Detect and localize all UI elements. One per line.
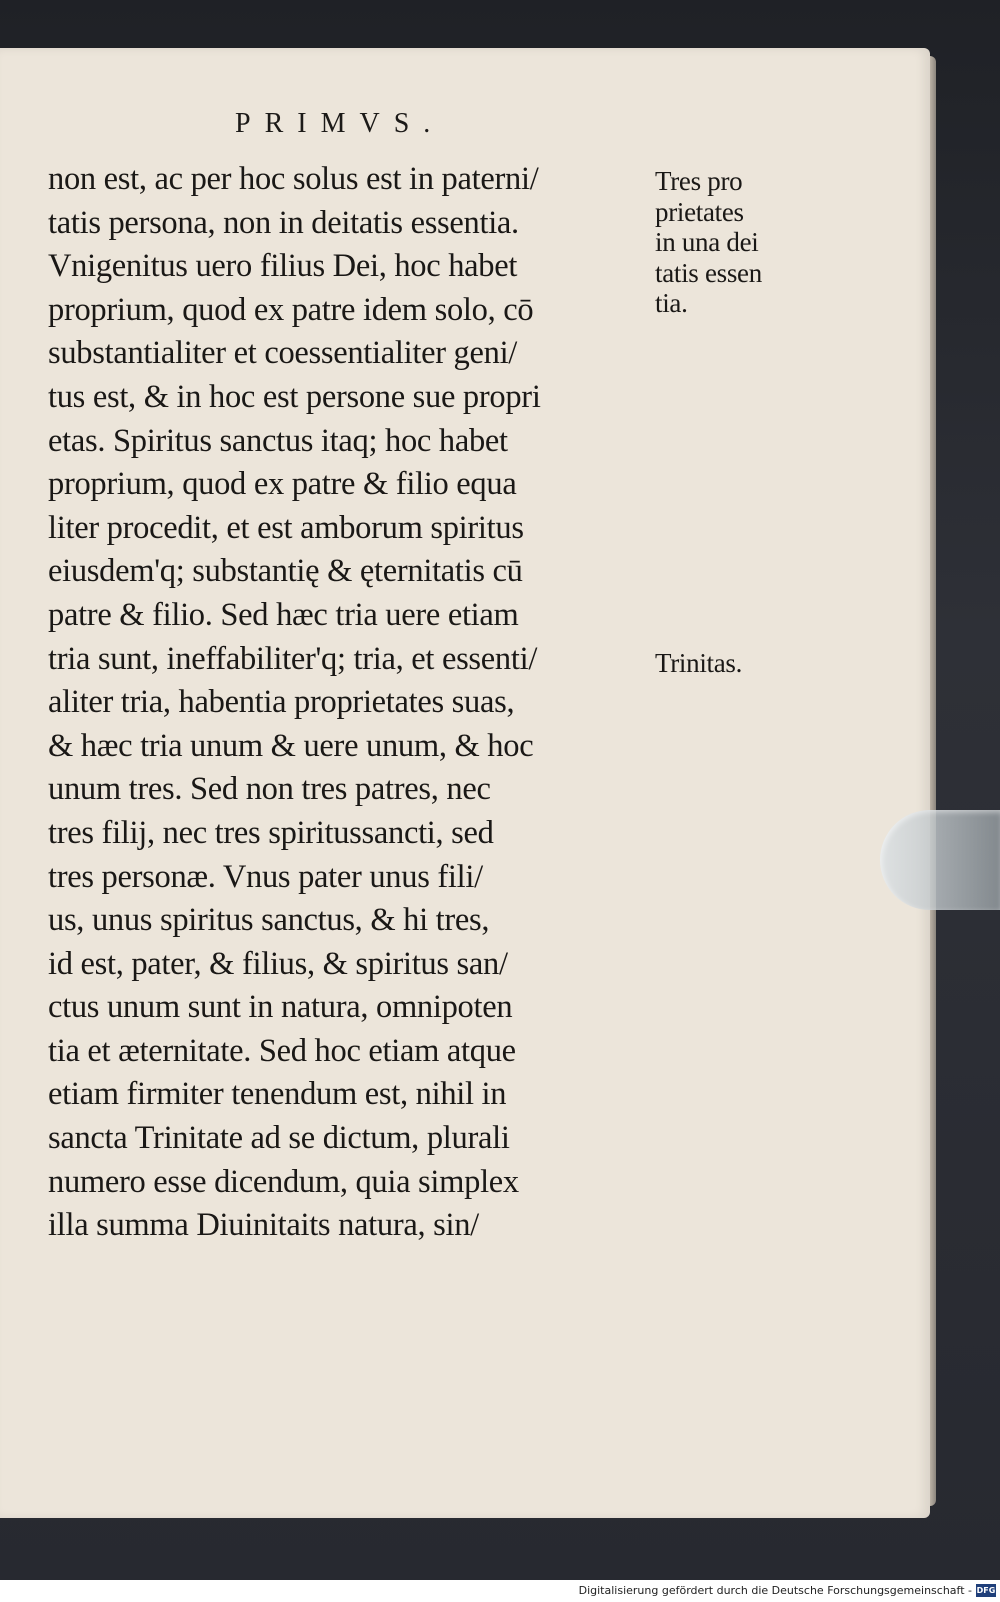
text-line: non est, ac per hoc solus est in paterni/ (48, 161, 539, 197)
text-line: tatis persona, non in deitatis essentia. (48, 204, 519, 241)
text-line: Vnigenitus uero filius Dei, hoc habet (48, 248, 518, 285)
text-line: tres filij, nec tres spiritussancti, sed (48, 814, 494, 851)
text-line: tus est, & in hoc est persone sue propri (48, 378, 541, 415)
text-line: tia et æternitate. Sed hoc etiam atque (48, 1032, 516, 1069)
text-line: numero esse dicendum, quia simplex (48, 1163, 519, 1200)
text-line: tres personæ. Vnus pater unus fili/ (48, 858, 483, 895)
margin-note-trinitas (655, 648, 742, 679)
margin-note-line: Tres pro (655, 166, 743, 196)
text-line: aliter tria, habentia proprietates suas, (48, 684, 515, 721)
footer-credit: Digitalisierung gefördert durch die Deutsche Forschungsgemeinschaft - (578, 1584, 972, 1597)
text-line: sancta Trinitate ad se dictum, plurali (48, 1120, 510, 1157)
text-line: tria sunt, ineffabiliter'q; tria, et essenti/ (48, 640, 538, 677)
running-head: PRIMVS. (235, 108, 445, 139)
margin-note-line: Trinitas. (655, 648, 743, 678)
text-line: etiam firmiter tenendum est, nihil in (48, 1076, 507, 1113)
dfg-logo: DFG (976, 1586, 996, 1595)
text-line: & hæc tria unum & uere unum, & hoc (48, 727, 534, 764)
body-text (48, 158, 658, 1248)
text-line: id est, pater, & filius, & spiritus san/ (48, 945, 508, 982)
margin-note-line: tia. (655, 288, 688, 318)
text-line: unum tres. Sed non tres patres, nec (48, 771, 491, 808)
text-line: proprium, quod ex patre & filio equa (48, 466, 517, 503)
text-line: patre & filio. Sed hæc tria uere etiam (48, 596, 519, 633)
margin-note-line: prietates (655, 196, 744, 227)
margin-note-line: in una dei (655, 227, 759, 257)
text-line: eiusdem'q; substantię & ęternitatis cū (48, 553, 523, 590)
page-clip (880, 810, 1000, 910)
text-line: etas. Spiritus sanctus itaq; hoc habet (48, 422, 508, 459)
margin-note-line: tatis essen (655, 257, 762, 288)
text-line: proprium, quod ex patre idem solo, cō (48, 291, 534, 328)
margin-note-tres-proprietates (655, 166, 762, 319)
text-line: illa summa Diuinitaits natura, sin/ (48, 1207, 479, 1244)
text-line: liter procedit, et est amborum spiritus (48, 509, 524, 546)
text-line: us, unus spiritus sanctus, & hi tres, (48, 902, 490, 939)
text-line: ctus unum sunt in natura, omnipoten (48, 989, 513, 1026)
text-line: substantialiter et coessentialiter geni/ (48, 335, 518, 372)
